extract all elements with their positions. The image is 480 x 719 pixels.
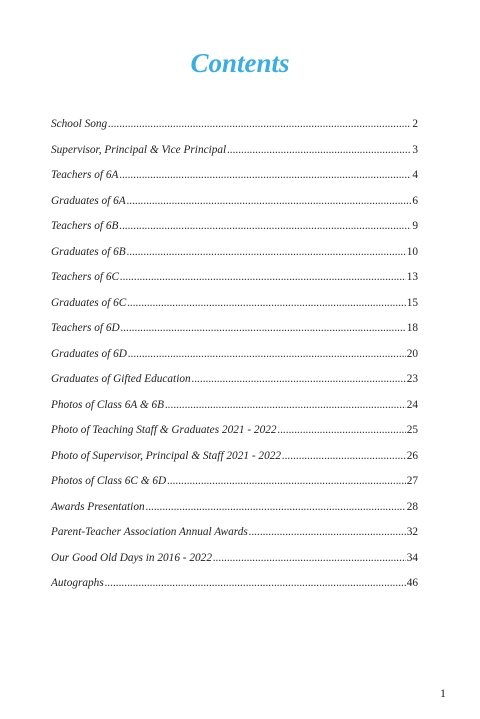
toc-entry-page: 18 [406,322,418,334]
toc-entry[interactable] [51,450,418,476]
dot-leader [108,118,411,130]
toc-entry-title: Photos of Class 6A & 6B [51,398,165,411]
dot-leader [249,526,406,538]
toc-entry-page: 34 [406,551,418,564]
toc-entry-title: Graduates of 6A [51,194,126,207]
toc-entry[interactable] [51,501,418,527]
page-title: Contents [190,48,290,78]
toc-entry-title: Graduates of 6D [51,347,127,360]
toc-entry-title: Graduates of 6C [51,296,127,309]
toc-entry-title: Photos of Class 6C & 6D [51,475,167,487]
toc-entry-page: 32 [406,526,418,538]
toc-entry-title: Supervisor, Principal & Vice Principal [51,143,227,156]
toc-entry-page: 25 [406,424,418,436]
dot-leader [167,475,406,487]
toc-entry-page: 28 [406,500,418,513]
dot-leader [119,169,411,181]
toc-entry[interactable] [51,577,418,603]
toc-entry-page: 46 [406,577,418,589]
toc-entry-page: 10 [406,245,418,258]
toc-entry[interactable] [51,169,418,195]
dot-leader [165,399,406,411]
toc-entry-page: 24 [406,398,418,411]
toc-entry-page: 23 [406,373,418,385]
toc-entry-page: 2 [412,118,418,130]
toc-entry[interactable] [51,220,418,246]
dot-leader [146,501,406,513]
toc-entry[interactable] [51,118,418,144]
dot-leader [128,348,406,360]
dot-leader [213,552,406,564]
toc-entry-page: 6 [412,194,418,207]
toc-entry-title: Teachers of 6D [51,322,120,334]
dot-leader [121,322,406,334]
toc-entry-title: Teachers of 6A [51,169,119,181]
toc-entry-title: Our Good Old Days in 2016 - 2022 [51,551,212,564]
toc-entry[interactable] [51,424,418,450]
toc-entry[interactable] [51,144,418,170]
page-number: 1 [440,686,446,700]
toc-entry[interactable] [51,297,418,323]
toc-entry-page: 3 [412,143,418,156]
toc-entry-page: 27 [406,475,418,487]
dot-leader [127,195,412,207]
dot-leader [278,424,406,436]
dot-leader [127,246,406,258]
toc-entry-title: Autographs [51,577,104,589]
dot-leader [227,144,411,156]
toc-entry[interactable] [51,526,418,552]
toc-entry-page: 4 [412,169,418,181]
toc-entry-title: Awards Presentation [51,500,145,513]
toc-entry[interactable] [51,348,418,374]
toc-entry-title: Photo of Teaching Staff & Graduates 2021 - 2022 [51,424,277,436]
dot-leader [105,577,406,589]
toc-entry-page: 9 [412,220,418,232]
toc-entry-title: Teachers of 6C [51,271,119,283]
dot-leader [127,297,405,309]
toc-entry-title: Graduates of Gifted Education [51,373,191,385]
toc-entry-title: Teachers of 6B [51,220,119,232]
toc-entry-page: 13 [406,271,418,283]
toc-entry-page: 26 [406,449,418,462]
toc-entry-title: Parent-Teacher Association Annual Awards [51,526,248,538]
dot-leader [119,220,411,232]
dot-leader [120,271,406,283]
toc-entry-title: Photo of Supervisor, Principal & Staff 2021 - 2022 [51,449,282,462]
toc-entry-title: School Song [51,118,108,130]
toc-entry[interactable] [51,195,418,221]
toc-entry[interactable] [51,399,418,425]
toc-entry[interactable] [51,322,418,348]
toc-entry-page: 20 [406,347,418,360]
toc-entry[interactable] [51,246,418,272]
toc-entry-page: 15 [406,296,418,309]
toc-entry[interactable] [51,373,418,399]
table-of-contents [51,118,418,603]
dot-leader [282,450,406,462]
toc-entry[interactable] [51,552,418,578]
toc-entry-title: Graduates of 6B [51,245,126,258]
toc-entry[interactable] [51,271,418,297]
dot-leader [192,373,406,385]
toc-entry[interactable] [51,475,418,501]
